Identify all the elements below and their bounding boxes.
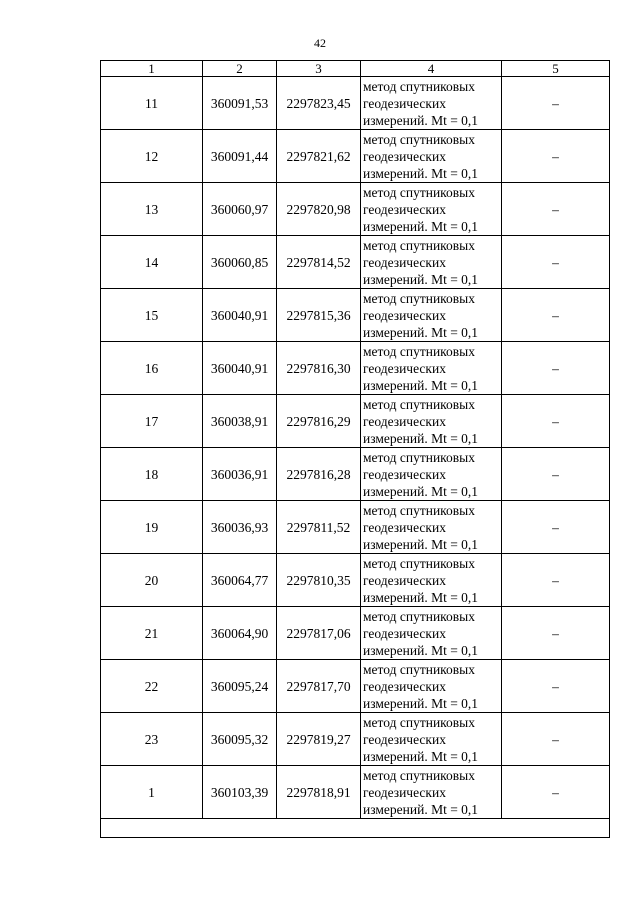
point-number-cell: 22 — [101, 660, 203, 713]
table-row — [101, 130, 610, 183]
table-row — [101, 766, 610, 819]
header-col-3: 3 — [277, 61, 361, 77]
method-text-line: метод спутниковых — [363, 237, 475, 253]
table-row — [101, 183, 610, 236]
y-coordinate-cell: 2297819,27 — [277, 713, 361, 766]
note-cell: – — [502, 501, 610, 554]
method-cell — [361, 130, 502, 183]
method-text-line: метод спутниковых — [363, 396, 475, 412]
note-cell: – — [502, 554, 610, 607]
table-empty-row — [101, 819, 610, 838]
y-coordinate-cell: 2297818,91 — [277, 766, 361, 819]
x-coordinate-cell: 360095,24 — [203, 660, 277, 713]
y-coordinate-cell: 2297817,70 — [277, 660, 361, 713]
method-cell — [361, 607, 502, 660]
x-coordinate-cell: 360060,97 — [203, 183, 277, 236]
note-cell: – — [502, 607, 610, 660]
table-row — [101, 448, 610, 501]
empty-cell — [101, 819, 610, 838]
y-coordinate-cell: 2297811,52 — [277, 501, 361, 554]
note-cell: – — [502, 713, 610, 766]
note-cell: – — [502, 130, 610, 183]
point-number-cell: 18 — [101, 448, 203, 501]
method-text-line: измерений. Mt = 0,1 — [363, 695, 479, 711]
point-number-cell: 13 — [101, 183, 203, 236]
y-coordinate-cell: 2297816,28 — [277, 448, 361, 501]
x-coordinate-cell: 360064,77 — [203, 554, 277, 607]
method-cell — [361, 766, 502, 819]
y-coordinate-cell: 2297815,36 — [277, 289, 361, 342]
table-row — [101, 236, 610, 289]
table-row — [101, 607, 610, 660]
note-cell: – — [502, 289, 610, 342]
table-row — [101, 342, 610, 395]
method-cell — [361, 236, 502, 289]
point-number-cell: 12 — [101, 130, 203, 183]
method-text-line: метод спутниковых — [363, 290, 475, 306]
method-cell — [361, 448, 502, 501]
method-text-line: геодезических — [363, 466, 446, 482]
point-number-cell: 20 — [101, 554, 203, 607]
y-coordinate-cell: 2297821,62 — [277, 130, 361, 183]
method-text-line: измерений. Mt = 0,1 — [363, 642, 479, 658]
table-row — [101, 395, 610, 448]
method-text-line: геодезических — [363, 784, 446, 800]
point-number-cell: 21 — [101, 607, 203, 660]
y-coordinate-cell: 2297823,45 — [277, 77, 361, 130]
method-text-line: геодезических — [363, 678, 446, 694]
header-col-4: 4 — [361, 61, 502, 77]
table-row — [101, 660, 610, 713]
x-coordinate-cell: 360038,91 — [203, 395, 277, 448]
header-col-5: 5 — [502, 61, 610, 77]
point-number-cell: 11 — [101, 77, 203, 130]
y-coordinate-cell: 2297816,29 — [277, 395, 361, 448]
note-cell: – — [502, 236, 610, 289]
method-text-line: геодезических — [363, 148, 446, 164]
table-row — [101, 77, 610, 130]
point-number-cell: 23 — [101, 713, 203, 766]
method-text-line: метод спутниковых — [363, 343, 475, 359]
x-coordinate-cell: 360103,39 — [203, 766, 277, 819]
note-cell: – — [502, 766, 610, 819]
coordinates-table — [100, 60, 610, 838]
method-text-line: измерений. Mt = 0,1 — [363, 377, 479, 393]
method-text-line: геодезических — [363, 307, 446, 323]
method-text-line: измерений. Mt = 0,1 — [363, 589, 479, 605]
method-text-line: метод спутниковых — [363, 661, 475, 677]
table-row — [101, 289, 610, 342]
y-coordinate-cell: 2297810,35 — [277, 554, 361, 607]
header-col-1: 1 — [101, 61, 203, 77]
method-cell — [361, 183, 502, 236]
table-row — [101, 713, 610, 766]
method-text-line: метод спутниковых — [363, 184, 475, 200]
method-text-line: метод спутниковых — [363, 555, 475, 571]
method-text-line: метод спутниковых — [363, 78, 475, 94]
x-coordinate-cell: 360091,44 — [203, 130, 277, 183]
method-cell — [361, 77, 502, 130]
method-cell — [361, 713, 502, 766]
method-text-line: измерений. Mt = 0,1 — [363, 324, 479, 340]
method-text-line: измерений. Mt = 0,1 — [363, 112, 479, 128]
method-text-line: измерений. Mt = 0,1 — [363, 536, 479, 552]
coordinates-table-body — [101, 61, 610, 838]
table-row — [101, 554, 610, 607]
x-coordinate-cell: 360060,85 — [203, 236, 277, 289]
note-cell: – — [502, 395, 610, 448]
note-cell: – — [502, 183, 610, 236]
y-coordinate-cell: 2297816,30 — [277, 342, 361, 395]
point-number-cell: 1 — [101, 766, 203, 819]
method-text-line: измерений. Mt = 0,1 — [363, 165, 479, 181]
method-text-line: измерений. Mt = 0,1 — [363, 748, 479, 764]
x-coordinate-cell: 360064,90 — [203, 607, 277, 660]
point-number-cell: 19 — [101, 501, 203, 554]
method-text-line: геодезических — [363, 95, 446, 111]
method-text-line: геодезических — [363, 572, 446, 588]
method-text-line: геодезических — [363, 519, 446, 535]
method-text-line: измерений. Mt = 0,1 — [363, 430, 479, 446]
method-cell — [361, 342, 502, 395]
method-text-line: измерений. Mt = 0,1 — [363, 801, 479, 817]
table-header-row — [101, 61, 610, 77]
method-text-line: метод спутниковых — [363, 767, 475, 783]
method-text-line: метод спутниковых — [363, 449, 475, 465]
method-text-line: геодезических — [363, 731, 446, 747]
x-coordinate-cell: 360036,91 — [203, 448, 277, 501]
method-text-line: геодезических — [363, 254, 446, 270]
y-coordinate-cell: 2297817,06 — [277, 607, 361, 660]
x-coordinate-cell: 360040,91 — [203, 342, 277, 395]
table-row — [101, 501, 610, 554]
page-number: 42 — [314, 36, 326, 50]
y-coordinate-cell: 2297820,98 — [277, 183, 361, 236]
point-number-cell: 16 — [101, 342, 203, 395]
method-text-line: метод спутниковых — [363, 502, 475, 518]
method-text-line: измерений. Mt = 0,1 — [363, 483, 479, 499]
method-text-line: геодезических — [363, 413, 446, 429]
method-cell — [361, 660, 502, 713]
note-cell: – — [502, 77, 610, 130]
note-cell: – — [502, 660, 610, 713]
method-text-line: метод спутниковых — [363, 714, 475, 730]
header-col-2: 2 — [203, 61, 277, 77]
point-number-cell: 17 — [101, 395, 203, 448]
point-number-cell: 14 — [101, 236, 203, 289]
note-cell: – — [502, 448, 610, 501]
method-text-line: геодезических — [363, 360, 446, 376]
x-coordinate-cell: 360091,53 — [203, 77, 277, 130]
x-coordinate-cell: 360095,32 — [203, 713, 277, 766]
method-cell — [361, 289, 502, 342]
method-text-line: геодезических — [363, 625, 446, 641]
x-coordinate-cell: 360040,91 — [203, 289, 277, 342]
method-text-line: измерений. Mt = 0,1 — [363, 218, 479, 234]
method-text-line: метод спутниковых — [363, 131, 475, 147]
point-number-cell: 15 — [101, 289, 203, 342]
note-cell: – — [502, 342, 610, 395]
x-coordinate-cell: 360036,93 — [203, 501, 277, 554]
method-text-line: геодезических — [363, 201, 446, 217]
method-text-line: измерений. Mt = 0,1 — [363, 271, 479, 287]
method-text-line: метод спутниковых — [363, 608, 475, 624]
method-cell — [361, 501, 502, 554]
method-cell — [361, 554, 502, 607]
method-cell — [361, 395, 502, 448]
y-coordinate-cell: 2297814,52 — [277, 236, 361, 289]
